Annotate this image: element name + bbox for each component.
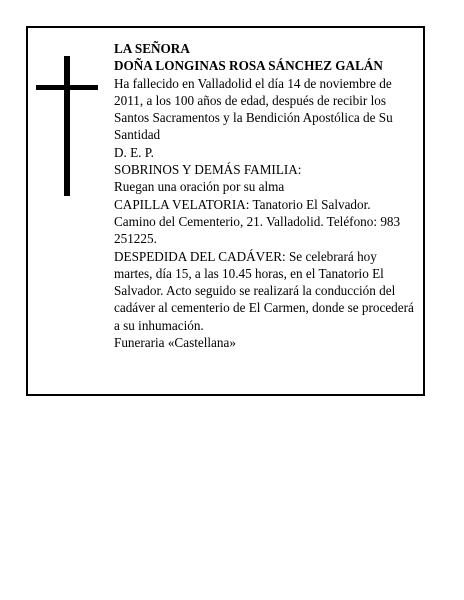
obituary-heading: LA SEÑORA [114, 41, 190, 56]
death-announcement: Ha fallecido en Valladolid el día 14 de noviembre de 2011, a los 100 años de edad, después de recibir los Santos Sacramentos y la Bendición Apostólica de Su Santidad [114, 75, 393, 143]
cross-horizontal-bar [36, 85, 98, 90]
deceased-name: DOÑA LONGINAS ROSA SÁNCHEZ GALÁN [114, 58, 383, 74]
farewell-info: DESPEDIDA DEL CADÁVER: Se celebrará hoy martes, día 15, a las 10.45 horas, en el Tanatorio El Salvador. Acto seguido se realizará la conducción del cadáver al cementerio de El Carmen, donde se procederá a su inhumación. [114, 248, 414, 333]
obituary-text [114, 40, 414, 351]
cross-vertical-bar [64, 56, 70, 196]
family-line: SOBRINOS Y DEMÁS FAMILIA: [114, 162, 302, 178]
funeral-home: Funeraria «Castellana» [114, 335, 236, 351]
wake-chapel-info: CAPILLA VELATORIA: Tanatorio El Salvador. Camino del Cementerio, 21. Valladolid. Teléfono: 983 251225. [114, 196, 401, 247]
prayer-request: Ruegan una oración por su alma [114, 179, 285, 195]
rip-line: D. E. P. [114, 144, 154, 160]
latin-cross-icon [36, 56, 98, 196]
